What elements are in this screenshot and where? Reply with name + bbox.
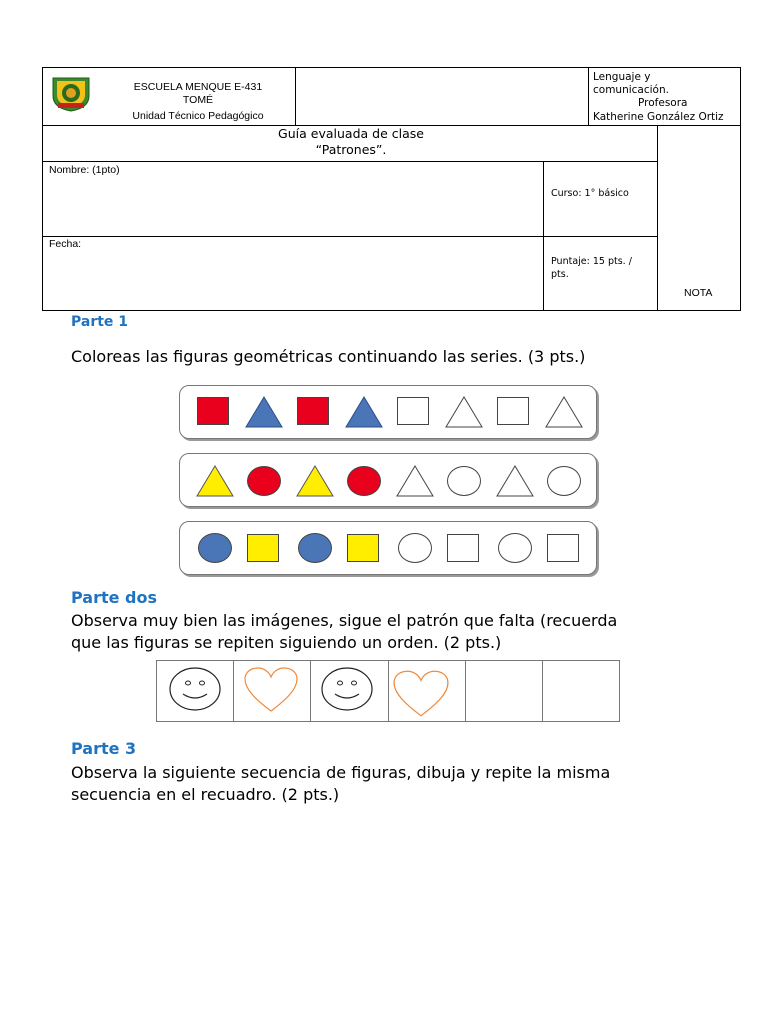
empty-circle[interactable] bbox=[498, 533, 532, 563]
part3-title: Parte 3 bbox=[71, 739, 137, 758]
part2-instruction-1: Observa muy bien las imágenes, sigue el patrón que falta (recuerda bbox=[71, 611, 618, 630]
score-label-1: Puntaje: 15 pts. / bbox=[551, 256, 632, 267]
blue-circle bbox=[198, 533, 232, 563]
part2-title: Parte dos bbox=[71, 588, 158, 607]
header-middle-cell bbox=[295, 67, 589, 126]
series-box-3 bbox=[179, 521, 597, 575]
empty-triangle[interactable] bbox=[445, 396, 483, 428]
empty-circle[interactable] bbox=[398, 533, 432, 563]
empty-square[interactable] bbox=[497, 397, 529, 425]
empty-triangle[interactable] bbox=[545, 396, 583, 428]
grade-cell bbox=[657, 125, 741, 311]
smiley-face-icon bbox=[168, 666, 222, 712]
empty-square[interactable] bbox=[547, 534, 579, 562]
school-unit: Unidad Técnico Pedagógico bbox=[132, 110, 264, 122]
course-label: Curso: 1° básico bbox=[551, 188, 629, 199]
part1-title: Parte 1 bbox=[71, 314, 129, 330]
header-subject-cell bbox=[588, 67, 741, 126]
score-label-2: pts. bbox=[551, 269, 569, 280]
empty-square[interactable] bbox=[447, 534, 479, 562]
empty-circle[interactable] bbox=[447, 466, 481, 496]
school-city: TOMÉ bbox=[182, 94, 214, 106]
guide-subtitle: “Patrones”. bbox=[315, 142, 387, 157]
empty-square[interactable] bbox=[397, 397, 429, 425]
date-cell bbox=[42, 236, 544, 311]
smiley-face-icon bbox=[320, 666, 374, 712]
name-label: Nombre: (1pto) bbox=[49, 164, 120, 176]
red-circle bbox=[347, 466, 381, 496]
guide-title: Guía evaluada de clase bbox=[278, 126, 424, 141]
yellow-square bbox=[247, 534, 279, 562]
heart-icon bbox=[392, 670, 450, 718]
date-label: Fecha: bbox=[49, 238, 82, 250]
part2-instruction-2: que las figuras se repiten siguiendo un orden. (2 pts.) bbox=[71, 633, 502, 652]
teacher-title: Profesora bbox=[638, 97, 688, 109]
red-circle bbox=[247, 466, 281, 496]
header-school-cell bbox=[42, 67, 296, 126]
part3-instruction-1: Observa la siguiente secuencia de figuras, dibuja y repite la misma bbox=[71, 763, 611, 782]
yellow-triangle bbox=[296, 465, 334, 497]
teacher-name: Katherine González Ortiz bbox=[593, 111, 724, 123]
answer-cell[interactable] bbox=[466, 661, 542, 721]
red-square bbox=[297, 397, 329, 425]
series-box-2 bbox=[179, 453, 597, 507]
part3-instruction-2: secuencia en el recuadro. (2 pts.) bbox=[71, 785, 340, 804]
empty-triangle[interactable] bbox=[496, 465, 534, 497]
empty-triangle[interactable] bbox=[396, 465, 434, 497]
yellow-square bbox=[347, 534, 379, 562]
blue-triangle bbox=[345, 396, 383, 428]
series-box-1 bbox=[179, 385, 597, 439]
grade-label: NOTA bbox=[684, 287, 713, 299]
red-square bbox=[197, 397, 229, 425]
score-cell bbox=[543, 236, 658, 311]
heart-icon bbox=[243, 667, 299, 713]
subject-line-2: comunicación. bbox=[593, 84, 669, 96]
empty-circle[interactable] bbox=[547, 466, 581, 496]
blue-circle bbox=[298, 533, 332, 563]
school-logo bbox=[50, 74, 92, 112]
course-cell bbox=[543, 161, 658, 237]
blue-triangle bbox=[245, 396, 283, 428]
subject-line-1: Lenguaje y bbox=[593, 71, 651, 83]
guide-title-cell bbox=[42, 125, 658, 162]
answer-cell[interactable] bbox=[543, 661, 619, 721]
school-name: ESCUELA MENQUE E-431 bbox=[133, 81, 263, 93]
part1-instruction: Coloreas las figuras geométricas continuando las series. (3 pts.) bbox=[71, 347, 586, 366]
yellow-triangle bbox=[196, 465, 234, 497]
name-cell bbox=[42, 161, 544, 237]
